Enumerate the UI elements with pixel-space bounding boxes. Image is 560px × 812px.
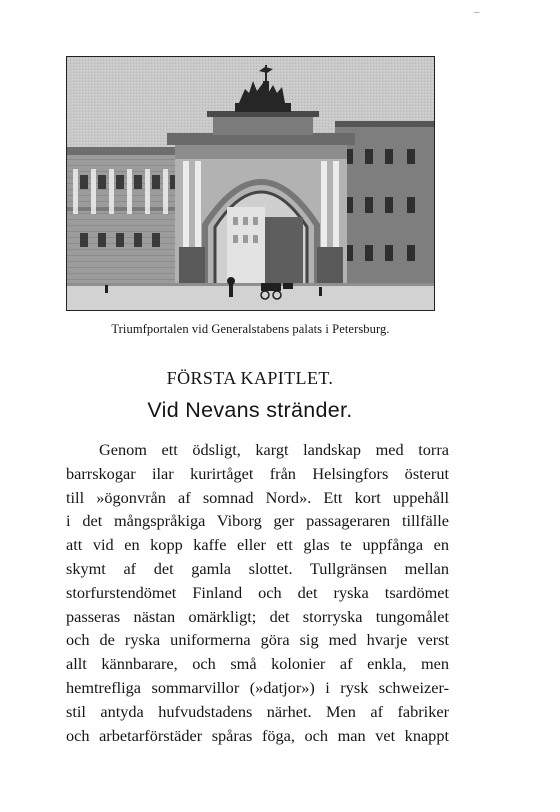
body-line: och arbetarförstäder spåras föga, och man vet knappt	[66, 725, 449, 745]
chapter-label: FÖRSTA KAPITLET.	[166, 368, 334, 388]
body-line: storfurstendömet Finland och det ryska tsardömet	[66, 582, 449, 602]
figure-caption: Triumfportalen vid Generalstabens palats i Petersburg.	[111, 322, 390, 336]
body-line: och de ryska uniformerna göra sig med hvarje verst	[66, 630, 449, 650]
chapter-title: Vid Nevans stränder.	[147, 398, 353, 422]
triumphal-arch-illustration	[67, 57, 435, 311]
body-line: stil antyda hufvudstadens närhet. Men af fabriker	[66, 701, 449, 721]
figure-photograph	[66, 56, 435, 311]
body-paragraph	[66, 438, 449, 747]
body-line: hemtrefliga sommarvillor (»datjor») i rysk schweizer-	[66, 677, 449, 697]
body-line: i det mångspråkiga Viborg ger passageraren tillfälle	[66, 511, 449, 531]
body-line: till »ögonvrån af somnad Nord». Ett kort uppehåll	[66, 487, 449, 507]
corner-mark: –	[474, 6, 480, 18]
body-line: allt kännbarare, och små kolonier af enkla, men	[66, 654, 449, 674]
body-line: barrskogar ilar kurirtåget från Helsingfors österut	[66, 463, 449, 483]
body-line: Genom ett ödsligt, kargt landskap med torra	[99, 440, 449, 459]
body-line: att vid en kopp kaffe eller ett glas te uppfånga en	[66, 535, 449, 555]
body-line: passeras nästan omärkligt; det storryska tungomålet	[66, 606, 449, 626]
body-line: skymt af det gamla slottet. Tullgränsen mellan	[66, 558, 449, 578]
